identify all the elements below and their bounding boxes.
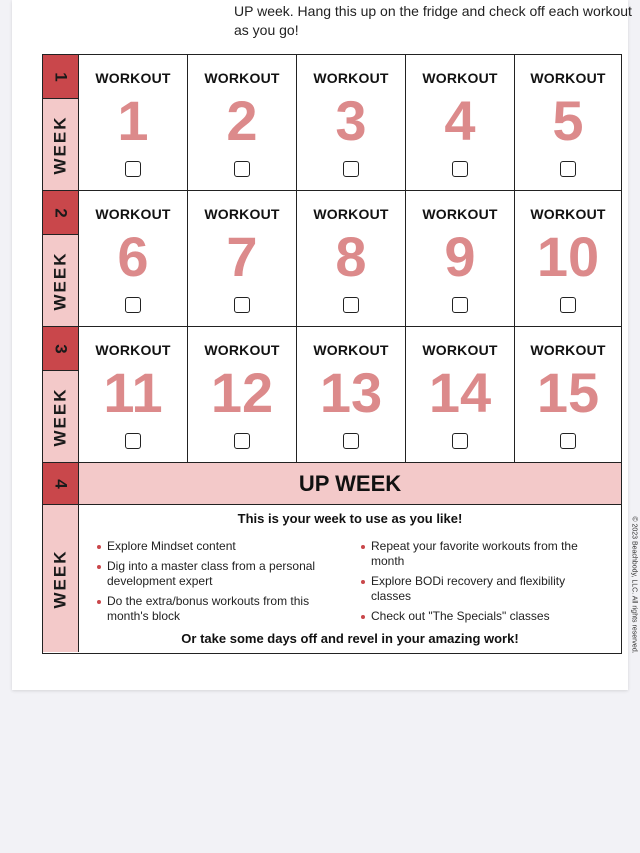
workout-label: WORKOUT [422,206,498,222]
workout-checkbox[interactable] [560,433,576,449]
workout-label: WORKOUT [530,206,606,222]
up-week-list-right [359,539,591,629]
workout-checkbox[interactable] [560,161,576,177]
workout-label: WORKOUT [204,70,280,86]
workout-cell [79,327,188,462]
workout-label: WORKOUT [204,206,280,222]
workout-number: 1 [117,89,149,152]
week-label: WEEK [50,387,70,446]
workout-number: 3 [335,89,367,152]
workout-number: 10 [536,225,600,288]
up-week-footer: Or take some days off and revel in your amazing work! [181,631,519,646]
week-label: WEEK [50,549,70,608]
workout-label: WORKOUT [204,342,280,358]
workout-number: 15 [536,361,600,424]
workout-cell [188,55,297,190]
week-row-1 [43,55,621,191]
workout-checkbox[interactable] [452,433,468,449]
week-side-1 [43,55,79,190]
copyright-notice [629,510,639,660]
workout-cell [297,191,406,326]
workout-checkbox[interactable] [452,297,468,313]
workout-number: 2 [226,89,258,152]
week-row-3 [43,327,621,463]
workout-number: 7 [226,225,258,288]
workout-checkbox[interactable] [234,161,250,177]
workout-checkbox[interactable] [452,161,468,177]
workout-label: WORKOUT [95,342,171,358]
workout-number: 5 [552,89,584,152]
list-item: Explore BODi recovery and flexibility classes [359,574,591,604]
workout-cell [406,191,515,326]
workout-number: 12 [210,361,274,424]
week-side-3 [43,327,79,462]
workout-cell [297,327,406,462]
workout-label: WORKOUT [422,342,498,358]
week-number: 1 [51,71,71,82]
workout-checkbox[interactable] [125,297,141,313]
up-week-title: UP WEEK [298,470,402,496]
calendar-sheet [12,0,638,690]
workout-number: 6 [117,225,149,288]
workout-number: 14 [428,361,492,424]
workout-cell [406,55,515,190]
list-item: Do the extra/bonus workouts from this month's block [95,594,327,624]
list-item: Check out "The Specials" classes [359,609,591,624]
workout-cell [515,55,621,190]
workout-checkbox[interactable] [343,161,359,177]
workout-label: WORKOUT [530,342,606,358]
intro-text: UP week. Hang this up on the fridge and check off each workout as you go! [234,3,632,38]
week-number: 3 [51,343,71,354]
up-week-heading: This is your week to use as you like! [237,511,463,526]
workout-number: 8 [335,225,367,288]
workout-cell [515,327,621,462]
week-label: WEEK [50,115,70,174]
up-week-list-left [95,539,327,629]
up-week-content [79,505,621,652]
workout-checkbox[interactable] [234,297,250,313]
workout-cell [188,327,297,462]
workout-checkbox[interactable] [125,161,141,177]
week-side-2 [43,191,79,326]
list-item: Repeat your favorite workouts from the month [359,539,591,569]
workout-label: WORKOUT [422,70,498,86]
workout-cell [515,191,621,326]
workout-cell [79,191,188,326]
up-week-banner [79,463,621,505]
workout-label: WORKOUT [530,70,606,86]
workout-grid [42,54,622,654]
workout-number: 4 [444,89,476,152]
workout-label: WORKOUT [313,342,389,358]
week-row-4 [43,463,621,652]
workout-number: 11 [103,361,163,424]
workout-cell [79,55,188,190]
copyright-text: © 2023 Beachbody, LLC. All rights reserved. [630,516,638,654]
week-number: 4 [51,478,71,489]
workout-cell [188,191,297,326]
workout-cell [297,55,406,190]
week-label: WEEK [50,251,70,310]
week-number: 2 [51,207,71,218]
week-side-4 [43,463,79,652]
list-item: Explore Mindset content [95,539,327,554]
workout-label: WORKOUT [95,70,171,86]
workout-cell [406,327,515,462]
workout-label: WORKOUT [313,206,389,222]
workout-checkbox[interactable] [234,433,250,449]
workout-number: 9 [444,225,476,288]
week-row-2 [43,191,621,327]
list-item: Dig into a master class from a personal development expert [95,559,327,589]
workout-checkbox[interactable] [343,297,359,313]
workout-label: WORKOUT [95,206,171,222]
workout-label: WORKOUT [313,70,389,86]
workout-number: 13 [319,361,383,424]
workout-checkbox[interactable] [560,297,576,313]
workout-checkbox[interactable] [125,433,141,449]
workout-checkbox[interactable] [343,433,359,449]
